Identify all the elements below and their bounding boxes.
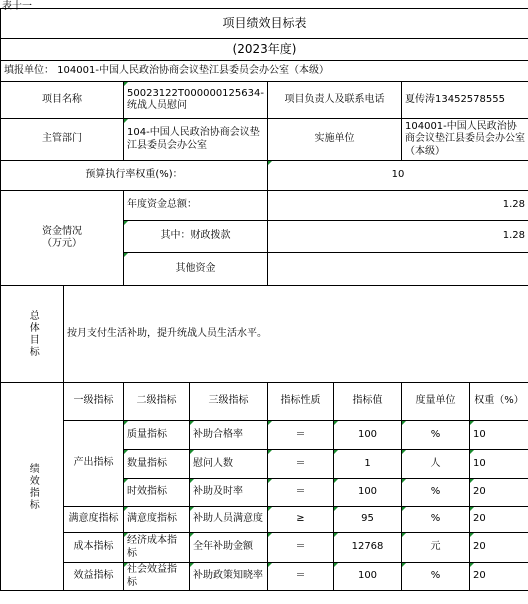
- manager-label: 项目负责人及联系电话: [268, 82, 402, 119]
- table-row-value: 95: [334, 507, 402, 533]
- table-number-tag: 表十一: [2, 1, 32, 12]
- table-row-unit: %: [402, 479, 470, 507]
- header-nature: 指标性质: [268, 383, 334, 421]
- table-row-level1: 成本指标: [64, 533, 124, 563]
- budget-weight-label: 预算执行率权重(%)：: [1, 161, 268, 191]
- table-row-level3: 慰问人数: [190, 450, 268, 479]
- table-row-level2: 社会效益指标: [124, 563, 190, 591]
- table-row-weight: 10: [470, 421, 528, 450]
- table-row-level2: 经济成本指标: [124, 533, 190, 563]
- annual-total-value: 1.28: [268, 191, 528, 221]
- dept-label: 主管部门: [1, 119, 124, 161]
- table-row-nature: ≥: [268, 507, 334, 533]
- table-row-weight: 10: [470, 450, 528, 479]
- overall-goal-text: 按月支付生活补助，提升统战人员生活水平。: [64, 286, 528, 383]
- overall-goal-label-text: 总体目标: [27, 310, 39, 358]
- header-level2: 二级指标: [124, 383, 190, 421]
- table-row-value: 12768: [334, 533, 402, 563]
- table-row-level3: 补助人员满意度: [190, 507, 268, 533]
- fiscal-value: 1.28: [268, 221, 528, 253]
- impl-label: 实施单位: [268, 119, 402, 161]
- table-row-level1: 效益指标: [64, 563, 124, 591]
- table-row-level2: 满意度指标: [124, 507, 190, 533]
- header-value: 指标值: [334, 383, 402, 421]
- budget-weight-value: 10: [268, 161, 528, 191]
- table-row-unit: %: [402, 563, 470, 591]
- project-name-value: 50023122T000000125634-统战人员慰问: [124, 82, 268, 119]
- table-row-nature: ＝: [268, 563, 334, 591]
- fill-unit: 填报单位： 104001-中国人民政治协商会议垫江县委员会办公室（本级）: [1, 61, 528, 82]
- funds-label: 资金情况 （万元）: [1, 191, 124, 286]
- other-funds-label: 其他资金: [124, 253, 268, 286]
- table-row-value: 100: [334, 479, 402, 507]
- dept-value: 104-中国人民政治协商会议垫江县委员会办公室: [124, 119, 268, 161]
- performance-indicators-label: [1, 383, 64, 591]
- performance-indicators-label-text: 绩效指标: [27, 462, 39, 511]
- table-row-unit: %: [402, 421, 470, 450]
- table-row-level3: 补助及时率: [190, 479, 268, 507]
- table-row-unit: 元: [402, 533, 470, 563]
- table-row-level2: 数量指标: [124, 450, 190, 479]
- table-row-value: 100: [334, 563, 402, 591]
- table-row-level3: 补助合格率: [190, 421, 268, 450]
- table-row-nature: ＝: [268, 533, 334, 563]
- header-unit: 度量单位: [402, 383, 470, 421]
- table-row-nature: ＝: [268, 479, 334, 507]
- table-row-level3: 补助政策知晓率: [190, 563, 268, 591]
- table-row-level2: 时效指标: [124, 479, 190, 507]
- table-row-nature: ＝: [268, 450, 334, 479]
- table-row-level1: 产出指标: [64, 421, 124, 507]
- table-row-weight: 20: [470, 533, 528, 563]
- impl-value: 104001-中国人民政治协商会议垫江县委员会办公室（本级）: [402, 119, 528, 161]
- table-row-weight: 20: [470, 563, 528, 591]
- table-row-weight: 20: [470, 479, 528, 507]
- table-row-weight: 20: [470, 507, 528, 533]
- project-name-label: 项目名称: [1, 82, 124, 119]
- table-year: (2023年度): [1, 39, 528, 61]
- annual-total-label: 年度资金总额：: [124, 191, 268, 221]
- table-row-nature: ＝: [268, 421, 334, 450]
- performance-table: [0, 8, 528, 591]
- table-row-unit: %: [402, 507, 470, 533]
- table-row-level1: 满意度指标: [64, 507, 124, 533]
- table-row-level2: 质量指标: [124, 421, 190, 450]
- table-row-value: 1: [334, 450, 402, 479]
- fiscal-label: 其中：财政拨款: [124, 221, 268, 253]
- header-level3: 三级指标: [190, 383, 268, 421]
- header-weight: 权重（%）: [470, 383, 528, 421]
- table-title: 项目绩效目标表: [1, 9, 528, 39]
- manager-value: 夏传涛13452578555: [402, 82, 528, 119]
- table-row-value: 100: [334, 421, 402, 450]
- header-level1: 一级指标: [64, 383, 124, 421]
- table-row-level3: 全年补助金额: [190, 533, 268, 563]
- overall-goal-label: [1, 286, 64, 383]
- table-row-unit: 人: [402, 450, 470, 479]
- other-funds-value: [268, 253, 528, 286]
